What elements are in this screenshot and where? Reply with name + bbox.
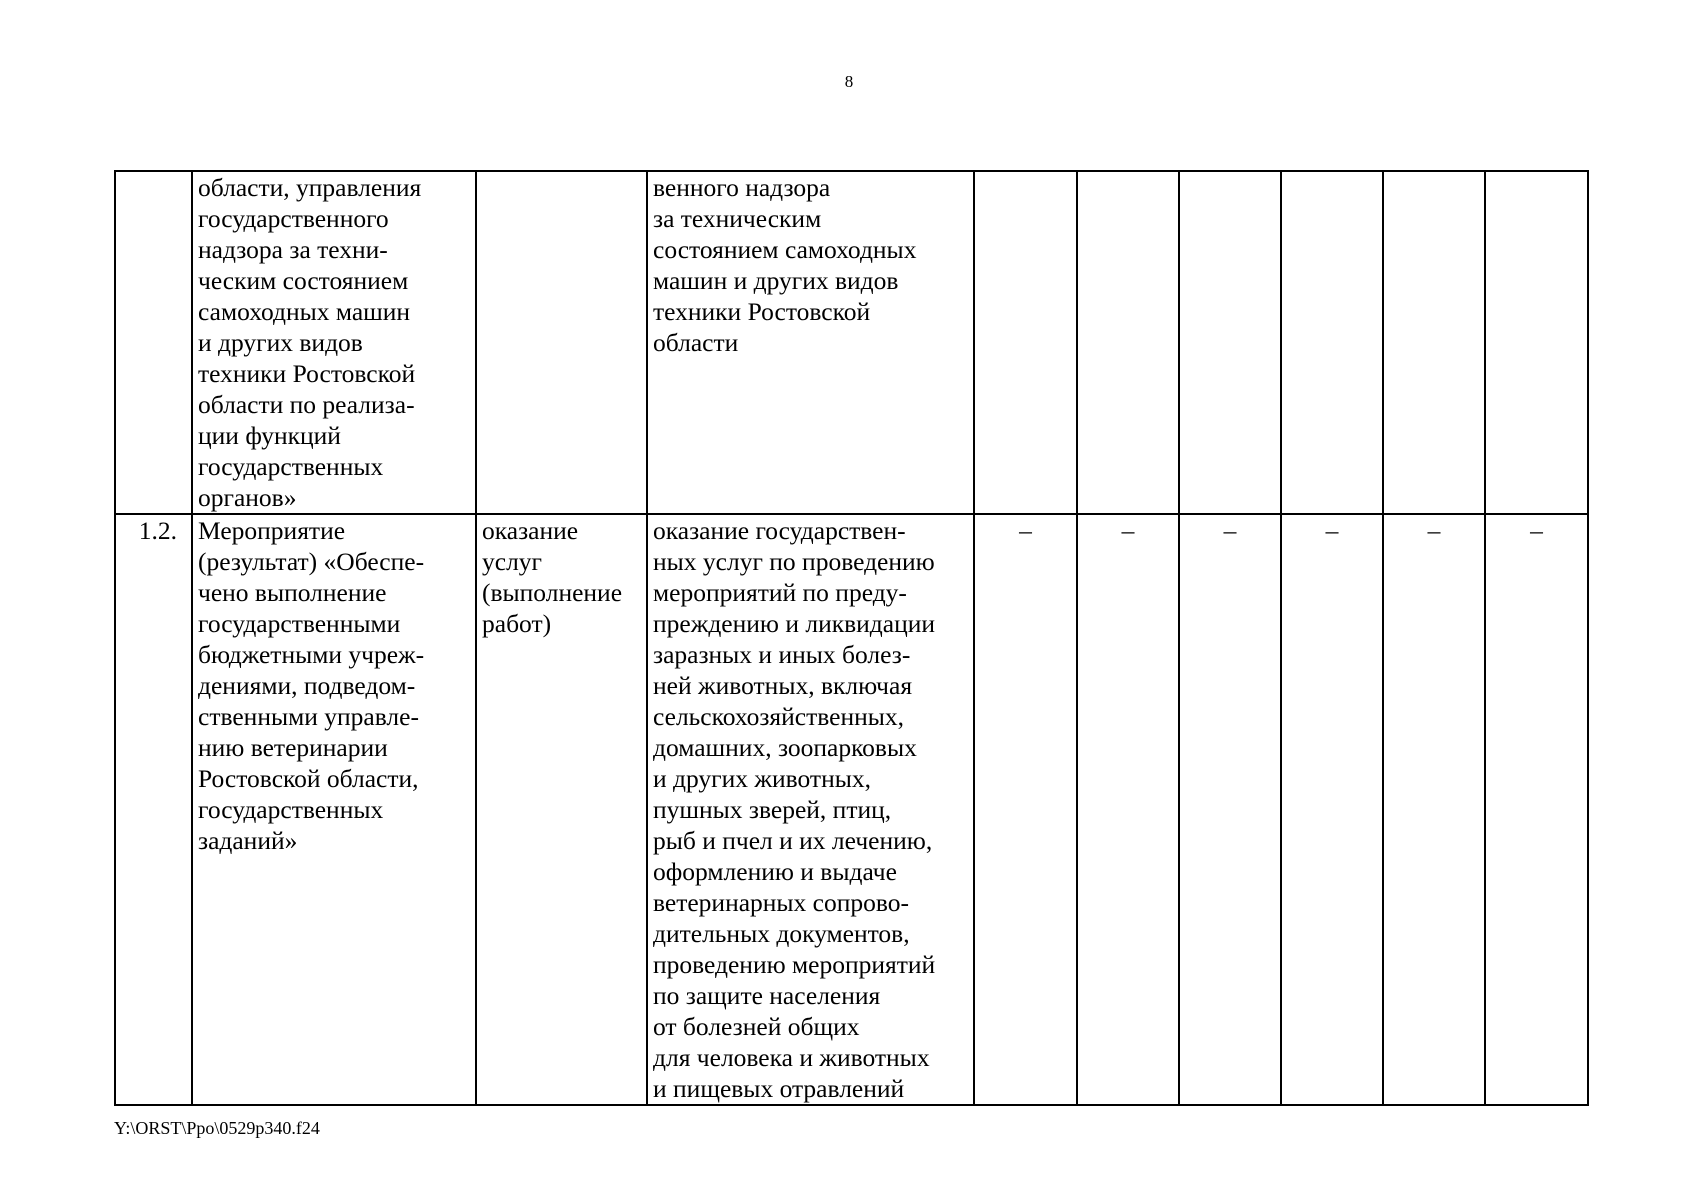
event-description-cell: венного надзора за техническим состоянием самоходных машин и других видов техники Ростовской области bbox=[647, 171, 974, 514]
value-cell bbox=[1281, 171, 1383, 514]
event-name-cell: Мероприятие (результат) «Обеспе- чено выполнение государственными бюджетными учреж- дениями, подведом- ственными управле- нию ветеринарии Ростовской области, государственных заданий» bbox=[192, 514, 476, 1105]
table-row bbox=[115, 171, 1588, 514]
value-cell bbox=[1383, 171, 1485, 514]
file-path-footer: Y:\ORST\Ppo\0529p340.f24 bbox=[114, 1118, 320, 1138]
value-cell bbox=[974, 171, 1077, 514]
row-number-cell bbox=[115, 171, 192, 514]
program-table bbox=[114, 170, 1589, 1106]
value-cell: – bbox=[1383, 514, 1485, 1105]
event-type-cell bbox=[476, 171, 647, 514]
table-row bbox=[115, 514, 1588, 1105]
value-cell: – bbox=[1281, 514, 1383, 1105]
value-cell: – bbox=[1485, 514, 1588, 1105]
page-number: 8 bbox=[844, 72, 854, 91]
value-cell: – bbox=[1179, 514, 1281, 1105]
event-type-cell: оказание услуг (выполнение работ) bbox=[476, 514, 647, 1105]
value-cell bbox=[1179, 171, 1281, 514]
event-description-cell: оказание государствен- ных услуг по проведению мероприятий по преду- преждению и ликвидации заразных и иных болез- ней животных, включая сельскохозяйственных, домашних, зоопарковых и других животных, пушных зверей, птиц, рыб и пчел и их лечению, оформлению и выдаче ветеринарных сопрово- дительных документов, проведению мероприятий по защите населения от болезней общих для человека и животных и пищевых отравлений bbox=[647, 514, 974, 1105]
value-cell: – bbox=[974, 514, 1077, 1105]
row-number-cell: 1.2. bbox=[115, 514, 192, 1105]
value-cell bbox=[1077, 171, 1179, 514]
value-cell bbox=[1485, 171, 1588, 514]
value-cell: – bbox=[1077, 514, 1179, 1105]
event-name-cell: области, управления государственного надзора за техни- ческим состоянием самоходных машин и других видов техники Ростовской области по реализа- ции функций государственных органов» bbox=[192, 171, 476, 514]
